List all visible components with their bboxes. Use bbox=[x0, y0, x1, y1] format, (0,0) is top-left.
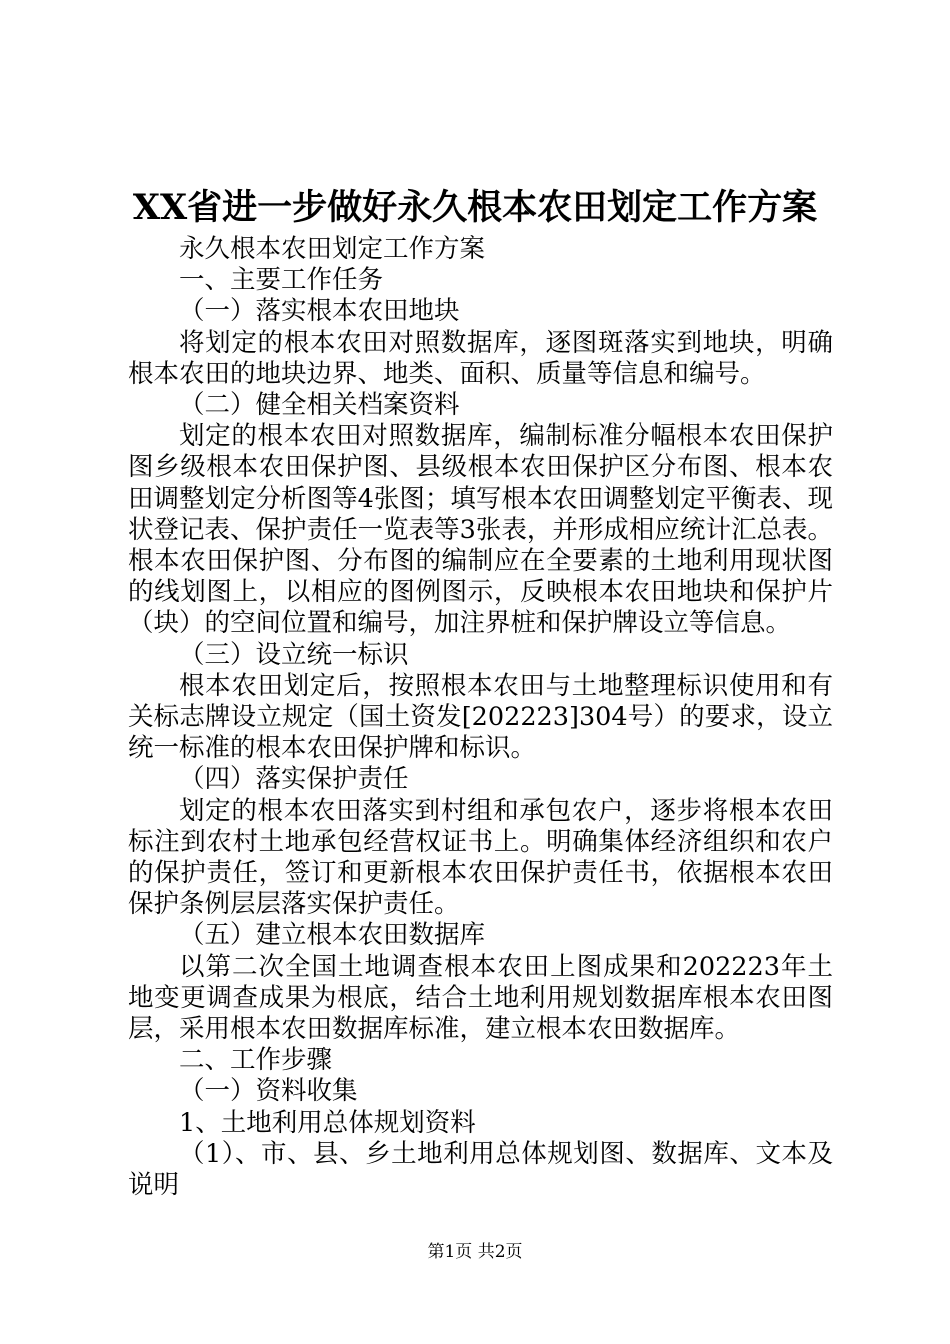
subsection-heading: （四）落实保护责任 bbox=[179, 764, 409, 795]
paragraph: 根本农田划定后，按照根本农田与土地整理标识使用和有关标志牌设立规定（国土资发[202223]304号）的要求，设立统一标准的根本农田保护牌和标识。 bbox=[128, 670, 833, 764]
paragraph: 将划定的根本农田对照数据库，逐图斑落实到地块，明确根本农田的地块边界、地类、面积、质量等信息和编号。 bbox=[128, 327, 833, 389]
list-item: （1）、市、县、乡土地利用总体规划图、数据库、文本及说明 bbox=[128, 1138, 833, 1201]
paragraph: 以第二次全国土地调查根本农田上图成果和202223年土地变更调查成果为根底，结合土地利用规划数据库根本农田图层，采用根本农田数据库标准，建立根本农田数据库。 bbox=[128, 951, 833, 1045]
paragraph: 永久根本农田划定工作方案 bbox=[179, 234, 486, 264]
page-number: 第1页 共2页 bbox=[427, 1242, 523, 1262]
section-heading: 二、工作步骤 bbox=[179, 1045, 333, 1076]
subsection-heading: （一）落实根本农田地块 bbox=[179, 296, 460, 327]
section-heading: 一、主要工作任务 bbox=[179, 265, 384, 296]
paragraph: 划定的根本农田落实到村组和承包农户，逐步将根本农田标注到农村土地承包经营权证书上。明确集体经济组织和农户的保护责任，签订和更新根本农田保护责任书，依据根本农田保护条例层层落实保护责任。 bbox=[128, 795, 833, 920]
subsection-heading: （五）建立根本农田数据库 bbox=[179, 920, 486, 951]
subsection-heading: （三）设立统一标识 bbox=[179, 639, 409, 670]
document-body bbox=[128, 234, 833, 1201]
subsection-heading: （二）健全相关档案资料 bbox=[179, 390, 460, 421]
list-item: 1、土地利用总体规划资料 bbox=[179, 1107, 476, 1138]
paragraph: 划定的根本农田对照数据库，编制标准分幅根本农田保护图乡级根本农田保护图、县级根本农田保护区分布图、根本农田调整划定分析图等4张图；填写根本农田调整划定平衡表、现状登记表、保护责任一览表等3张表，并形成相应统计汇总表。根本农田保护图、分布图的编制应在全要素的土地利用现状图的线划图上，以相应的图例图示，反映根本农田地块和保护片（块）的空间位置和编号，加注界桩和保护牌设立等信息。 bbox=[128, 421, 833, 639]
subsection-heading: （一）资料收集 bbox=[179, 1076, 358, 1107]
document-title: XX省进一步做好永久根本农田划定工作方案 bbox=[132, 187, 818, 228]
